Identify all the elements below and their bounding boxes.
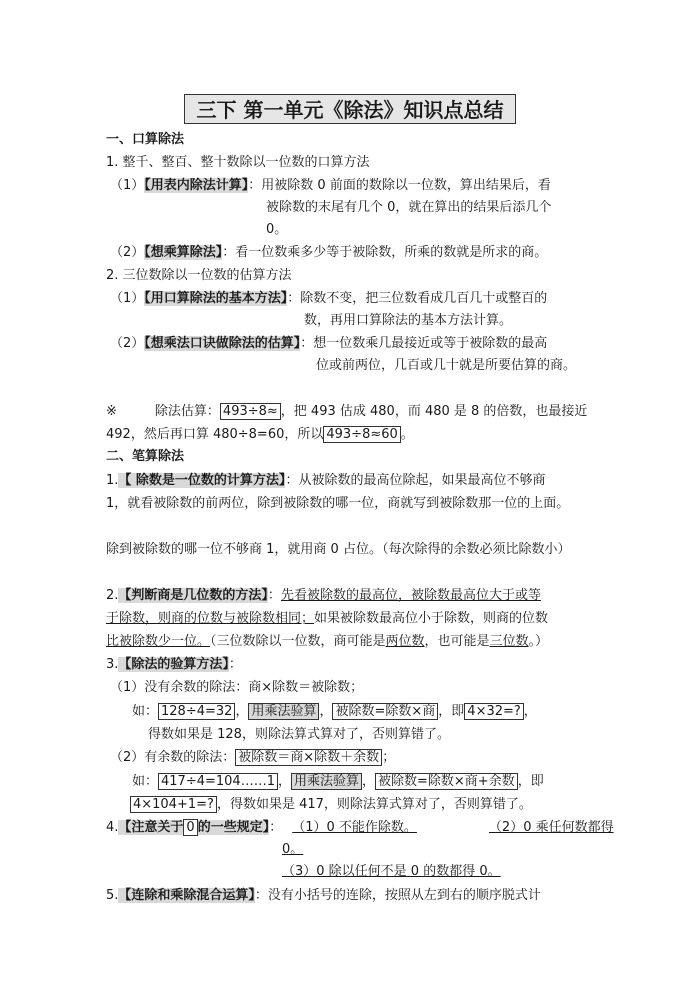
- s2-item-2-line-1: 2.【判断商是几位数的方法】：先看被除数的最高位，被除数最高位大于或等: [106, 588, 541, 603]
- s2-item-2-line-3: 比被除数少一位。（三位数除以一位数，商可能是两位数，也可能是三位数。）: [106, 634, 549, 649]
- estimate-note-line-1: ※ 除法估算： 493÷8≈ ，把 493 估成 480，而 480 是 8 的倍数，也最接近: [106, 404, 588, 419]
- s2-item-1-line-3: 除到被除数的哪一位不够商 1，就用商 0 占位。（每次除得的余数必须比除数小）: [106, 542, 571, 557]
- formula-box-verify-1: 用乘法验算: [248, 703, 319, 720]
- s2-item-3-no-remainder: （1）没有余数的除法：商×除数＝被除数；: [110, 680, 364, 695]
- zero-box: 0: [183, 819, 197, 836]
- point-1-line-3: 0。: [266, 222, 288, 237]
- rule-zero-divisor: （1）0 不能作除数。: [292, 820, 417, 835]
- formula-box-estimate: 493÷8≈: [220, 403, 281, 420]
- rule-zero-dividend: （3）0 除以任何不是 0 的数都得 0。: [282, 864, 501, 879]
- s2-item-1-line-2: 1，就看被除数的前两位，除到被除数的哪一位，商就写到被除数那一位的上面。: [106, 496, 570, 511]
- point-2-line: （2）【想乘算除法】：看一位数乘多少等于被除数，所乘的数就是所求的商。: [110, 245, 548, 260]
- point-3-line-2: 数，再用口算除法的基本方法计算。: [304, 313, 513, 328]
- point-4-line-2: 位或前两位，几百或几十就是所要估算的商。: [316, 358, 577, 373]
- point-1-line-1: （1）【用表内除法计算】：用被除数 0 前面的数除以一位数，算出结果后，看: [110, 178, 551, 193]
- rule-zero-multiply: （2）0 乘任何数都得: [488, 820, 614, 835]
- formula-box-result: 493÷8≈60: [323, 426, 400, 443]
- s2-item-4-line-1: 4.【注意关于 0 的一些规定】： （1）0 不能作除数。 （2）0 乘任何数都得: [106, 820, 614, 835]
- term-basic-method: 【用口算除法的基本方法】: [144, 291, 288, 306]
- formula-box-rule-1: 被除数=除数×商: [332, 703, 438, 720]
- s2-item-3-with-remainder: （2）有余数的除法： 被除数＝商×除数＋余数 ；: [110, 750, 396, 765]
- formula-box-128: 128÷4=32: [158, 703, 235, 720]
- section-heading-oral-division: 一、口算除法: [106, 132, 185, 147]
- s2-item-3-example-1: 如： 128÷4=32 ， 用乘法验算 ， 被除数=除数×商 ，即 4×32=? ，: [132, 704, 537, 719]
- s2-item-2-line-2: 于除数，则商的位数与被除数相同；如果被除数最高位小于除数，则商的位数: [106, 611, 549, 626]
- s2-item-1-line-1: 1.【 除数是一位数的计算方法】：从被除数的最高位除起，如果最高位不够商: [106, 473, 546, 488]
- point-4-line-1: （2）【想乘法口诀做除法的估算】：想一位数乘几最接近或等于被除数的最高: [110, 336, 548, 351]
- term-multiply-think: 【想乘算除法】: [144, 245, 223, 260]
- term-table-division: 【用表内除法计算】: [144, 178, 249, 193]
- s2-item-3-example-1-result: 得数如果是 128，则除法算式算对了，否则算错了。: [148, 727, 450, 742]
- point-1-line-2: 被除数的末尾有几个 0，就在算出的结果后添几个: [266, 200, 552, 215]
- formula-box-verify-2: 用乘法验算: [291, 773, 362, 790]
- point-3-line-1: （1）【用口算除法的基本方法】：除数不变，把三位数看成几百几十或整百的: [110, 291, 548, 306]
- formula-box-check-1: 4×32=?: [464, 703, 524, 720]
- s2-item-5-line-1: 5.【连除和乘除混合运算】：没有小括号的连除，按照从左到右的顺序脱式计: [106, 888, 541, 903]
- item-2-title: 2. 三位数除以一位数的估算方法: [106, 268, 292, 283]
- term-multiplication-table: 【想乘法口诀做除法的估算】: [144, 336, 301, 351]
- formula-box-remainder-rule: 被除数＝商×除数＋余数: [235, 749, 382, 766]
- formula-box-417: 417÷4=104……1: [158, 773, 278, 790]
- s2-item-3-example-2-result: 4×104+1=? ，得数如果是 417，则除法算式算对了，否则算错了。: [130, 795, 532, 815]
- formula-box-rule-2: 被除数=除数×商+余数: [375, 773, 518, 790]
- s2-item-4-line-3: [282, 862, 501, 882]
- s2-item-3-example-2: 如： 417÷4=104……1 ， 用乘法验算 ， 被除数=除数×商+余数 ，即: [132, 774, 544, 789]
- page-title: 三下 第一单元《除法》知识点总结: [184, 94, 516, 124]
- term-one-digit-divisor: 【 除数是一位数的计算方法】: [118, 473, 286, 488]
- term-mixed-operations: 【连除和乘除混合运算】: [118, 888, 255, 903]
- item-1-title: 1. 整千、整百、整十数除以一位数的口算方法: [106, 155, 370, 170]
- estimate-note-line-2: 492，然后再口算 480÷8=60，所以 493÷8≈60 。: [106, 427, 414, 442]
- s2-item-3-title: 3.【除法的验算方法】：: [106, 657, 242, 672]
- term-quotient-digits: 【判断商是几位数的方法】: [118, 588, 268, 603]
- section-heading-written-division: 二、笔算除法: [106, 449, 185, 464]
- formula-box-check-2: 4×104+1=?: [130, 796, 217, 813]
- s2-item-4-line-2: 0。: [282, 842, 304, 857]
- term-verification: 【除法的验算方法】: [118, 657, 229, 672]
